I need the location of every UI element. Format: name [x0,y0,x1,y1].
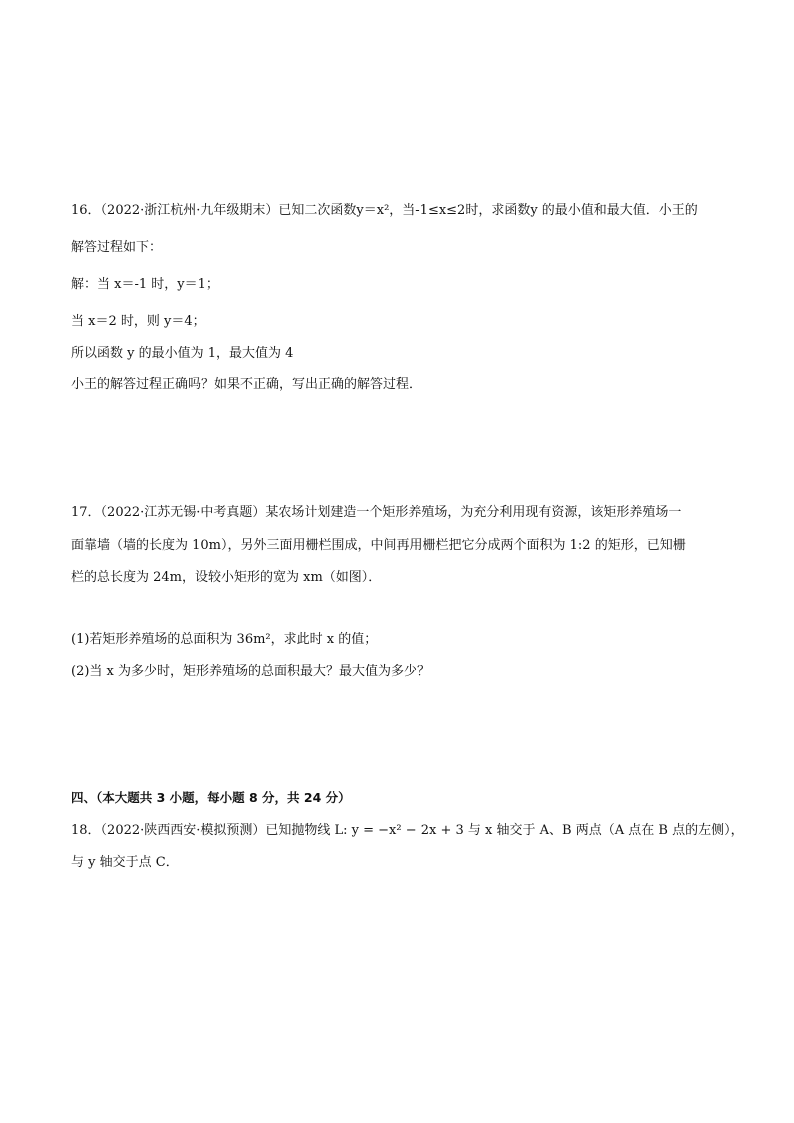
q16-line-3: 解：当 x＝-1 时，y＝1； [71,277,219,292]
q18-line-2: 与 y 轴交于点 C． [71,855,179,870]
q16-line-6: 小王的解答过程正确吗？如果不正确，写出正确的解答过程． [71,377,423,392]
section-4-heading: 四、（本大题共 3 小题，每小题 8 分，共 24 分） [71,790,351,805]
q17-part-1: (1)若矩形养殖场的总面积为 36m²，求此时 x 的值； [71,632,378,647]
q17-line-3: 栏的总长度为 24m，设较小矩形的宽为 xm（如图）． [71,570,382,585]
q18-line-1: 18．（2022·陕西西安·模拟预测）已知抛物线 L: y = −x² − 2x + 3 与 x 轴交于 A、B 两点（A 点在 B 点的左侧）， [71,823,744,838]
q16-line-2: 解答过程如下： [71,240,163,255]
q16-line-1: 16．（2022·浙江杭州·九年级期末）已知二次函数y＝x²，当-1≤x≤2时，求函数y 的最小值和最大值．小王的 [71,203,698,218]
q17-line-2: 面靠墙（墙的长度为 10m），另外三面用栅栏围成，中间再用栅栏把它分成两个面积为 1:2 的矩形，已知栅 [71,538,686,553]
q16-line-5: 所以函数 y 的最小值为 1，最大值为 4 [71,346,294,361]
q17-line-1: 17．（2022·江苏无锡·中考真题）某农场计划建造一个矩形养殖场，为充分利用现有资源，该矩形养殖场一 [71,505,682,520]
q16-line-4: 当 x＝2 时，则 y＝4； [71,314,206,329]
q17-part-2: (2)当 x 为多少时，矩形养殖场的总面积最大？最大值为多少？ [71,664,431,679]
